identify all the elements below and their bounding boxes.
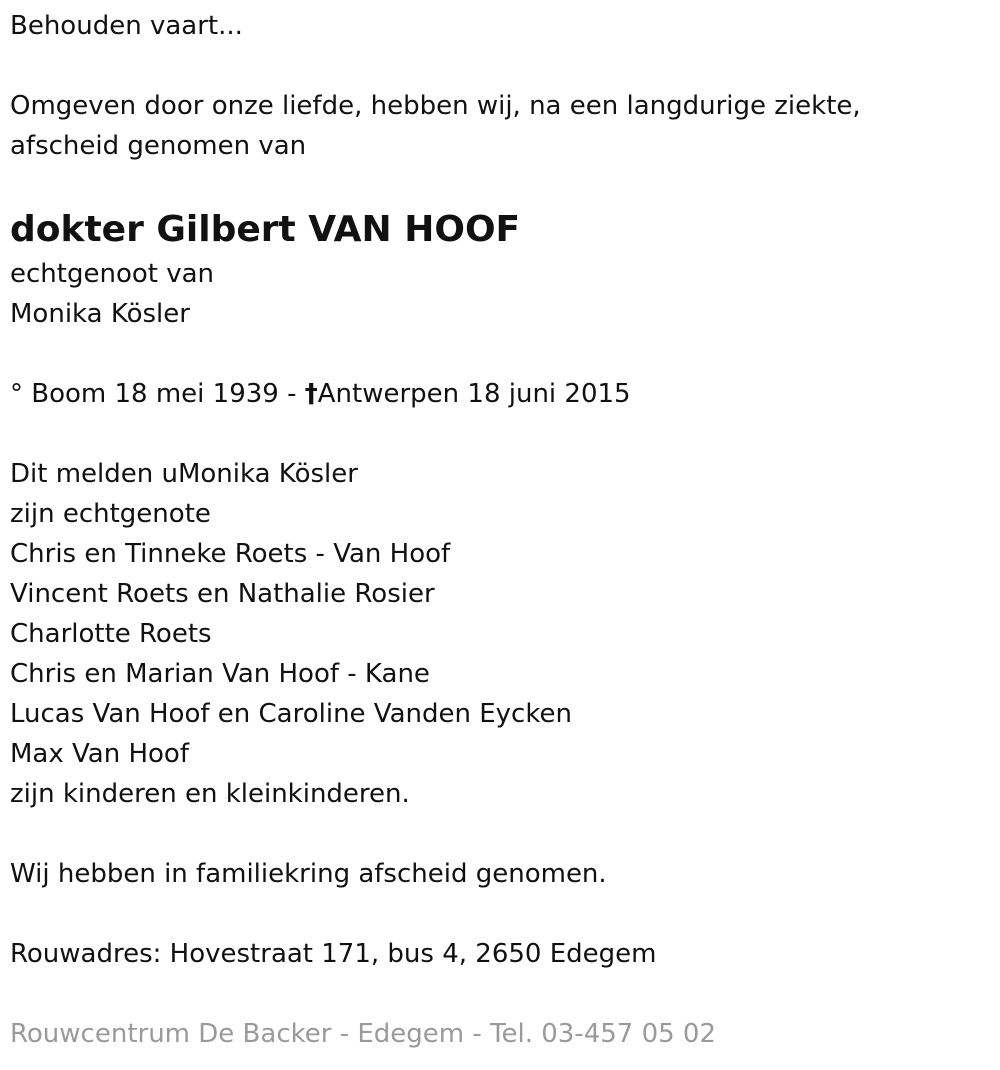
spacer [10,974,990,1014]
spacer [10,814,990,854]
family-line: Chris en Marian Van Hoof - Kane [10,659,430,689]
intro-line-2: afscheid genomen van [10,131,307,161]
spacer [10,166,990,206]
family-line: zijn kinderen en kleinkinderen. [10,779,410,809]
obituary-notice [10,6,990,1054]
relation-line: echtgenoot van [10,259,215,289]
opening-line: Behouden vaart... [10,11,243,41]
spacer [10,334,990,374]
family-line: Dit melden uMonika Kösler [10,459,358,489]
family-line: Lucas Van Hoof en Caroline Vanden Eycken [10,699,572,729]
deceased-name: dokter Gilbert VAN HOOF [10,209,521,250]
family-line: Vincent Roets en Nathalie Rosier [10,579,435,609]
spacer [10,894,990,934]
family-list [10,454,990,814]
spacer [10,414,990,454]
spouse-name: Monika Kösler [10,299,190,329]
birth-symbol: ° [10,379,23,409]
death-info: Antwerpen 18 juni 2015 [317,379,631,409]
intro-line-1: Omgeven door onze liefde, hebben wij, na een langdurige ziekte, [10,91,861,121]
family-line: zijn echtgenote [10,499,211,529]
family-line: Chris en Tinneke Roets - Van Hoof [10,539,451,569]
funeral-home-footer: Rouwcentrum De Backer - Edegem - Tel. 03-457 05 02 [10,1019,717,1049]
family-line: Max Van Hoof [10,739,189,769]
birth-death-line [10,374,990,414]
family-line: Charlotte Roets [10,619,212,649]
address-line: Rouwadres: Hovestraat 171, bus 4, 2650 Edegem [10,939,657,969]
dagger-icon: † [304,379,318,409]
spacer [10,46,990,86]
birth-info: Boom 18 mei 1939 - [31,379,297,409]
farewell-line: Wij hebben in familiekring afscheid genomen. [10,859,607,889]
